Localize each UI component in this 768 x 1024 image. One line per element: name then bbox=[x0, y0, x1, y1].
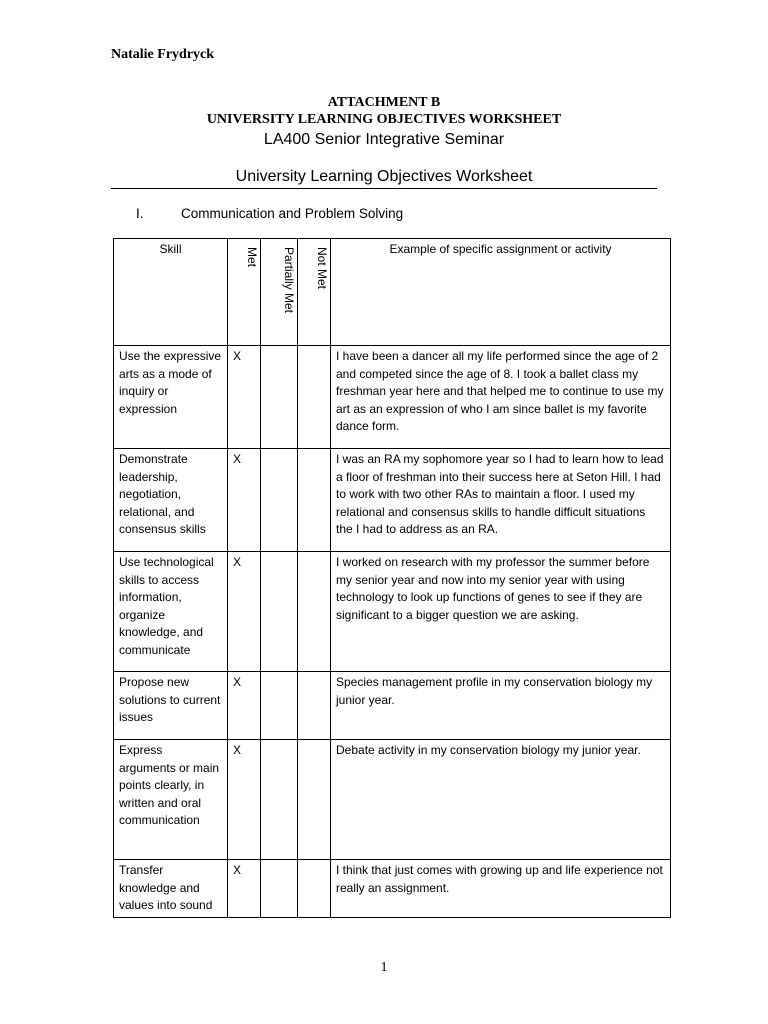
not-met-cell bbox=[298, 672, 331, 740]
column-header-met-label: Met bbox=[245, 247, 259, 268]
not-met-cell bbox=[298, 552, 331, 672]
met-cell: X bbox=[228, 860, 261, 918]
title-divider bbox=[111, 188, 657, 189]
not-met-cell bbox=[298, 860, 331, 918]
course-title: LA400 Senior Integrative Seminar bbox=[263, 131, 505, 148]
partially-met-cell bbox=[261, 449, 298, 552]
column-header-not-met-label: Not Met bbox=[315, 247, 329, 290]
table-row bbox=[114, 860, 671, 918]
skill-cell: Demonstrate leadership, negotiation, relational, and consensus skills bbox=[114, 449, 228, 552]
document-titles bbox=[0, 94, 768, 150]
met-cell: X bbox=[228, 740, 261, 860]
column-header-skill: Skill bbox=[114, 239, 228, 346]
not-met-cell bbox=[298, 346, 331, 449]
objectives-table bbox=[113, 238, 671, 918]
table-row bbox=[114, 346, 671, 449]
table-row bbox=[114, 740, 671, 860]
section-title: University Learning Objectives Worksheet bbox=[235, 168, 533, 185]
example-cell: Debate activity in my conservation biology my junior year. bbox=[331, 740, 671, 860]
not-met-cell bbox=[298, 740, 331, 860]
example-cell: I have been a dancer all my life performed since the age of 2 and competed since the age of 8. I took a ballet class my freshman year here and that helped me to continue to use my art as an expression of who I am since ballet is my favorite dance form. bbox=[331, 346, 671, 449]
met-cell: X bbox=[228, 552, 261, 672]
worksheet-title: UNIVERSITY LEARNING OBJECTIVES WORKSHEET bbox=[206, 112, 562, 127]
partially-met-cell bbox=[261, 552, 298, 672]
column-header-partially-met bbox=[261, 239, 298, 346]
table-row bbox=[114, 552, 671, 672]
table-row bbox=[114, 449, 671, 552]
met-cell: X bbox=[228, 672, 261, 740]
author-name: Natalie Frydryck bbox=[111, 47, 215, 62]
table-header-row bbox=[114, 239, 671, 346]
table-row bbox=[114, 672, 671, 740]
column-header-partially-met-label: Partially Met bbox=[282, 247, 296, 314]
example-cell: I was an RA my sophomore year so I had to learn how to lead a floor of freshman into their success here at Seton Hill. I had to work with two other RAs to maintain a floor. I used my relational and consensus skills to handle difficult situations the I had to address as an RA. bbox=[331, 449, 671, 552]
partially-met-cell bbox=[261, 346, 298, 449]
skill-cell: Transfer knowledge and values into sound bbox=[114, 860, 228, 918]
met-cell: X bbox=[228, 449, 261, 552]
partially-met-cell bbox=[261, 672, 298, 740]
column-header-met bbox=[228, 239, 261, 346]
skill-cell: Propose new solutions to current issues bbox=[114, 672, 228, 740]
not-met-cell bbox=[298, 449, 331, 552]
column-header-example: Example of specific assignment or activity bbox=[331, 239, 671, 346]
skill-cell: Use technological skills to access information, organize knowledge, and communicate bbox=[114, 552, 228, 672]
partially-met-cell bbox=[261, 740, 298, 860]
skill-cell: Express arguments or main points clearly, in written and oral communication bbox=[114, 740, 228, 860]
attachment-label: ATTACHMENT B bbox=[327, 95, 441, 110]
partially-met-cell bbox=[261, 860, 298, 918]
page-number: 1 bbox=[380, 960, 388, 975]
example-cell: I think that just comes with growing up and life experience not really an assignment. bbox=[331, 860, 671, 918]
met-cell: X bbox=[228, 346, 261, 449]
example-cell: Species management profile in my conservation biology my junior year. bbox=[331, 672, 671, 740]
skill-cell: Use the expressive arts as a mode of inquiry or expression bbox=[114, 346, 228, 449]
part-number: I. bbox=[136, 206, 144, 221]
example-cell: I worked on research with my professor the summer before my senior year and now into my senior year with using technology to look up functions of genes to see if they are significant to a bigger question we are asking. bbox=[331, 552, 671, 672]
part-title: Communication and Problem Solving bbox=[181, 206, 404, 221]
column-header-not-met bbox=[298, 239, 331, 346]
